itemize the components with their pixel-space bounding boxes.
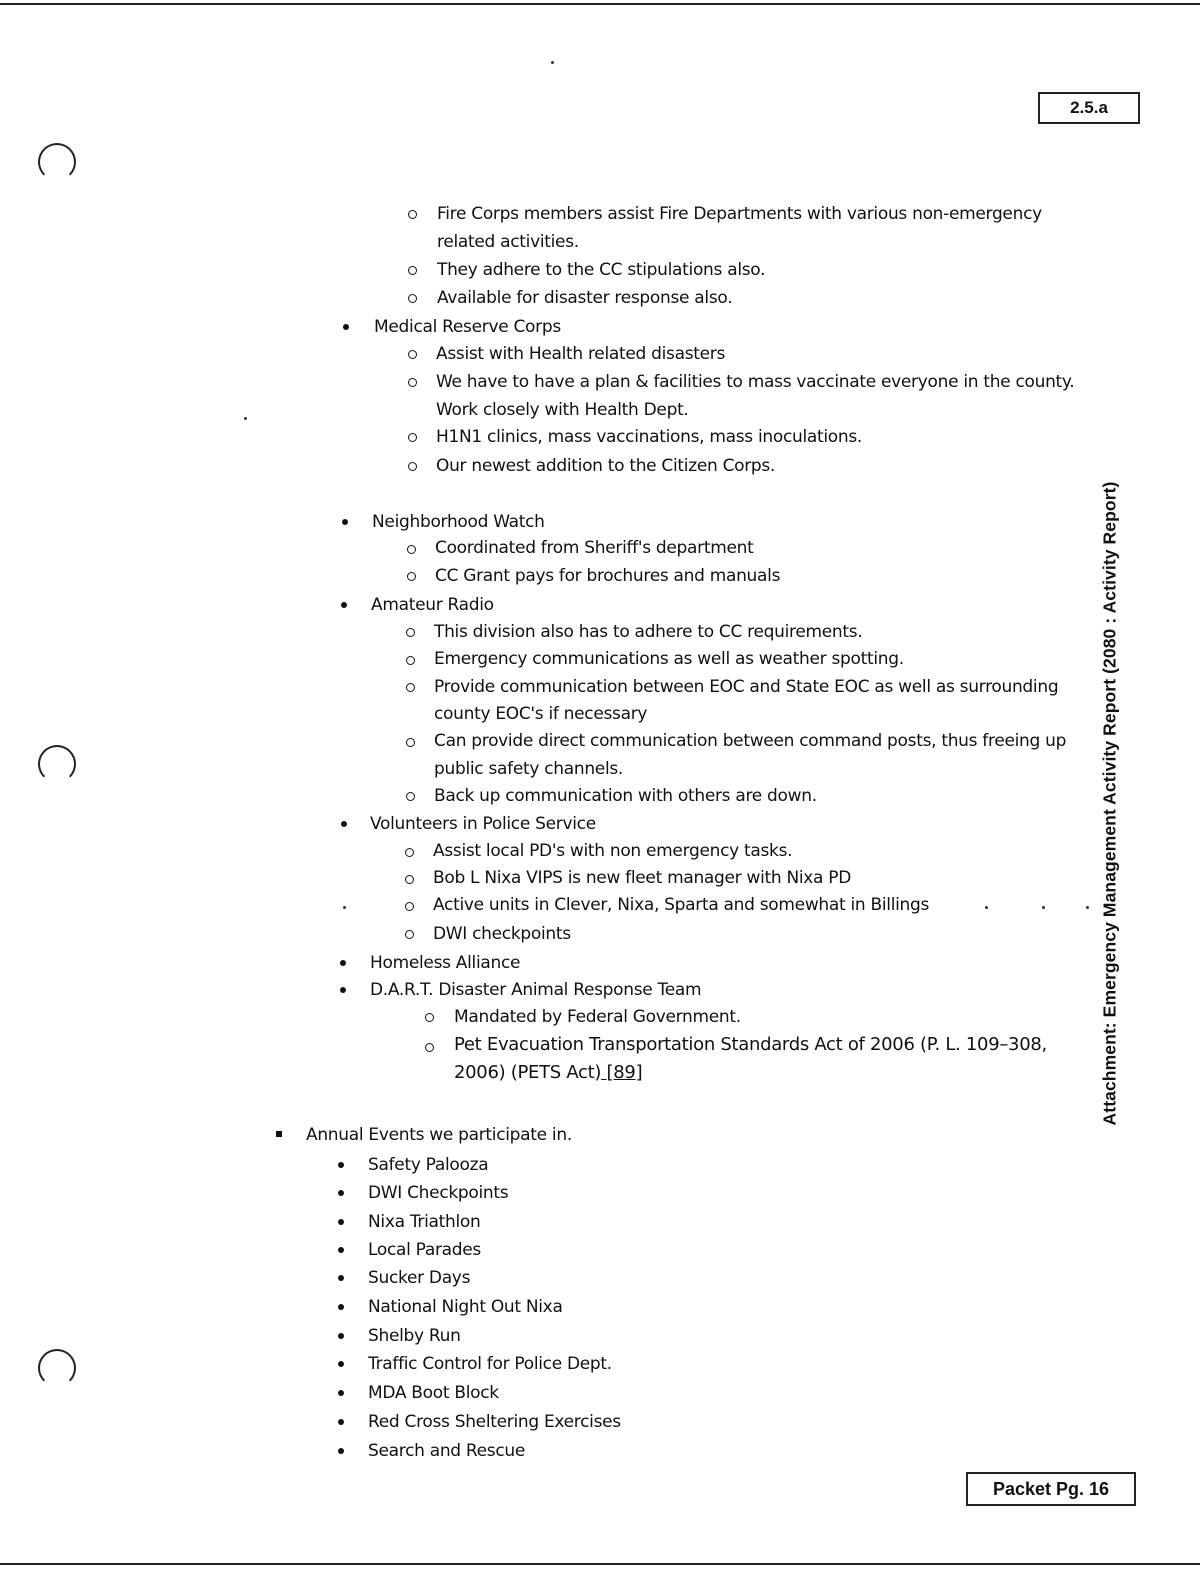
list-item: Provide communication between EOC and State EOC as well as surrounding <box>434 677 1059 697</box>
list-item: Sucker Days <box>368 1268 471 1288</box>
sub-bullet-icon <box>406 683 415 692</box>
list-item: Search and Rescue <box>368 1441 526 1461</box>
binder-hole <box>38 745 76 783</box>
binder-hole <box>38 1349 76 1387</box>
scan-speck <box>343 906 346 909</box>
list-item: Mandated by Federal Government. <box>454 1007 741 1027</box>
bullet-icon <box>341 602 347 608</box>
scan-speck <box>244 417 247 420</box>
bullet-icon <box>342 519 348 525</box>
bullet-icon <box>338 1190 344 1196</box>
list-item: Fire Corps members assist Fire Departments with various non-emergency <box>437 204 1042 224</box>
bullet-icon <box>340 987 346 993</box>
sub-bullet-icon <box>408 350 417 359</box>
list-item: We have to have a plan & facilities to mass vaccinate everyone in the county. <box>436 372 1075 392</box>
scan-bottom-edge <box>0 1563 1200 1565</box>
page-tag: 2.5.a <box>1038 92 1140 124</box>
sub-bullet-icon <box>407 572 416 581</box>
list-item: Pet Evacuation Transportation Standards Act of 2006 (P. L. 109–308, <box>454 1034 1047 1055</box>
section-heading: Homeless Alliance <box>370 953 521 973</box>
scan-speck <box>985 906 988 909</box>
sub-bullet-icon <box>425 1043 434 1052</box>
list-item: Bob L Nixa VIPS is new fleet manager with Nixa PD <box>433 868 852 888</box>
square-bullet-icon <box>276 1131 282 1137</box>
binder-hole <box>38 143 76 181</box>
list-item: Can provide direct communication between command posts, thus freeing up <box>434 731 1067 751</box>
scan-speck <box>1086 906 1089 909</box>
list-item: Local Parades <box>368 1240 481 1260</box>
section-heading: Medical Reserve Corps <box>374 317 561 337</box>
sub-bullet-icon <box>425 1013 434 1022</box>
list-item: Our newest addition to the Citizen Corps. <box>436 456 776 476</box>
sub-bullet-icon <box>405 930 414 939</box>
sub-bullet-icon <box>408 266 417 275</box>
list-item: MDA Boot Block <box>368 1383 499 1403</box>
bullet-icon <box>338 1333 344 1339</box>
list-item: They adhere to the CC stipulations also. <box>437 260 766 280</box>
citation-reference: [89] <box>601 1062 643 1083</box>
sub-bullet-icon <box>408 294 417 303</box>
list-item: H1N1 clinics, mass vaccinations, mass inoculations. <box>436 427 863 447</box>
scan-speck <box>1042 906 1045 909</box>
bullet-icon <box>338 1419 344 1425</box>
bullet-icon <box>338 1304 344 1310</box>
sub-bullet-icon <box>406 656 415 665</box>
section-heading: D.A.R.T. Disaster Animal Response Team <box>370 980 702 1000</box>
list-item: National Night Out Nixa <box>368 1297 563 1317</box>
list-item: DWI checkpoints <box>433 924 571 944</box>
bullet-icon <box>341 821 347 827</box>
list-item: This division also has to adhere to CC requirements. <box>434 622 863 642</box>
sub-bullet-icon <box>405 875 414 884</box>
list-item-continuation: related activities. <box>437 232 579 252</box>
list-item: Emergency communications as well as weather spotting. <box>434 649 904 669</box>
list-item: Nixa Triathlon <box>368 1212 481 1232</box>
list-item-continuation: Work closely with Health Dept. <box>436 400 689 420</box>
bullet-icon <box>340 960 346 966</box>
list-item-text: 2006) (PETS Act) <box>454 1062 602 1083</box>
bullet-icon <box>338 1219 344 1225</box>
sub-bullet-icon <box>406 738 415 747</box>
packet-page-label: Packet Pg. 16 <box>966 1472 1136 1506</box>
list-item-continuation: public safety channels. <box>434 759 624 779</box>
bullet-icon <box>338 1162 344 1168</box>
list-item: DWI Checkpoints <box>368 1183 509 1203</box>
sub-bullet-icon <box>408 462 417 471</box>
scan-top-edge <box>0 3 1200 5</box>
list-item: Active units in Clever, Nixa, Sparta and somewhat in Billings <box>433 895 930 915</box>
sub-bullet-icon <box>405 848 414 857</box>
attachment-sidebar <box>1091 458 1129 1148</box>
list-item: Assist local PD's with non emergency tasks. <box>433 841 793 861</box>
bullet-icon <box>343 324 349 330</box>
list-item: Safety Palooza <box>368 1155 489 1175</box>
scan-speck <box>551 61 554 64</box>
section-heading: Volunteers in Police Service <box>370 814 596 834</box>
bullet-icon <box>338 1448 344 1454</box>
attachment-label: Attachment: Emergency Management Activity Report (2080 : Activity Report) <box>1099 481 1120 1125</box>
list-item: CC Grant pays for brochures and manuals <box>435 566 781 586</box>
sub-bullet-icon <box>408 433 417 442</box>
sub-bullet-icon <box>408 210 417 219</box>
section-heading: Amateur Radio <box>371 595 494 615</box>
list-item: Assist with Health related disasters <box>436 344 726 364</box>
sub-bullet-icon <box>408 378 417 387</box>
list-item: Coordinated from Sheriff's department <box>435 538 754 558</box>
list-item: Available for disaster response also. <box>437 288 733 308</box>
list-item: Back up communication with others are down. <box>434 786 817 806</box>
list-item: Shelby Run <box>368 1326 461 1346</box>
bullet-icon <box>338 1275 344 1281</box>
sub-bullet-icon <box>407 545 416 554</box>
section-heading: Neighborhood Watch <box>372 512 545 532</box>
list-item: Traffic Control for Police Dept. <box>368 1354 612 1374</box>
list-item: Red Cross Sheltering Exercises <box>368 1412 621 1432</box>
list-item-continuation <box>454 1062 642 1084</box>
list-item-continuation: county EOC's if necessary <box>434 704 648 724</box>
bullet-icon <box>338 1390 344 1396</box>
sub-bullet-icon <box>405 902 414 911</box>
sub-bullet-icon <box>406 792 415 801</box>
sub-bullet-icon <box>406 628 415 637</box>
section-heading: Annual Events we participate in. <box>306 1125 572 1145</box>
bullet-icon <box>338 1247 344 1253</box>
bullet-icon <box>338 1361 344 1367</box>
